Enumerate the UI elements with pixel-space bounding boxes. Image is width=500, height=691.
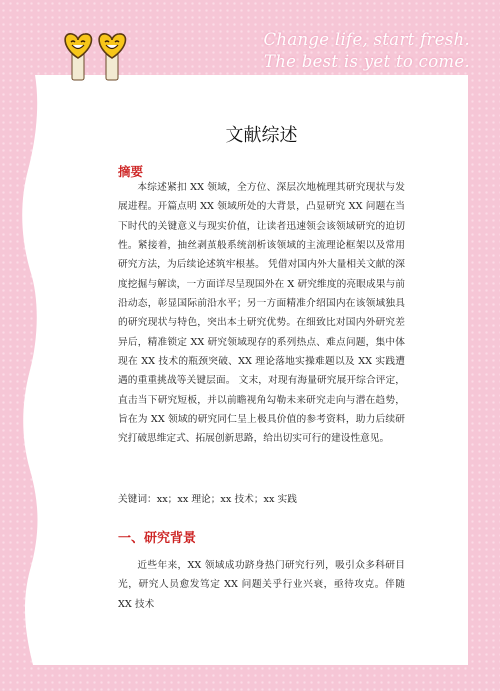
decorative-slogan-line2: The best is yet to come. bbox=[263, 52, 470, 71]
smiley-heart-icon bbox=[65, 34, 91, 80]
smiley-heart-icon bbox=[99, 34, 125, 80]
section1-paragraph: 近些年来，XX 领域成功跻身热门研究行列，吸引众多科研目光，研究人员愈发笃定 XX 问题关乎行业兴衰，亟待攻克。伴随 XX 技术 bbox=[118, 560, 405, 610]
document-title: 文献综述 bbox=[225, 125, 298, 146]
abstract-heading: 摘要 bbox=[118, 164, 144, 179]
decorative-slogan-line1: Change life, start fresh. bbox=[263, 30, 470, 49]
smiley-icons bbox=[62, 30, 142, 82]
keywords-line: 关键词：xx；xx 理论；xx 技术；xx 实践 bbox=[118, 494, 297, 505]
section-heading-research-background: 一、研究背景 bbox=[118, 531, 197, 546]
abstract-paragraph: 本综述紧扣 XX 领域，全方位、深层次地梳理其研究现状与发展进程。开篇点明 XX 领域所处的大背景，凸显研究 XX 问题在当下时代的关键意义与现实价值，让读者迅速领会该领域研究的迫切性。紧接着，抽丝剥茧般系统剖析该领域的主流理论框架以及常用研究方法，为后续论述筑牢根基。 凭借对国内外大量相关文献的深度挖掘与解读，一方面详尽呈现国外在 X 研究维度的亮眼成果与前沿动态，彰显国际前沿水平；另一方面精准介绍国内在该领域独具的研究现状与特色，突出本土研究优势。在细致比对国内外研究差异后，精准锁定 XX 研究领域现存的系列热点、难点问题，集中体现在 XX 技术的瓶颈突破、XX 理论落地实操难题以及 XX 实践遭遇的重重挑战等关键层面。 文末，对现有海量研究展开综合评定，直击当下研究短板，并以前瞻视角勾勒未来研究走向与潜在趋势，旨在为 XX 领域的研究同仁呈上极具价值的参考资料，助力后续研究打破思维定式、拓展创新思路，给出切实可行的建设性意见。 bbox=[118, 182, 405, 445]
